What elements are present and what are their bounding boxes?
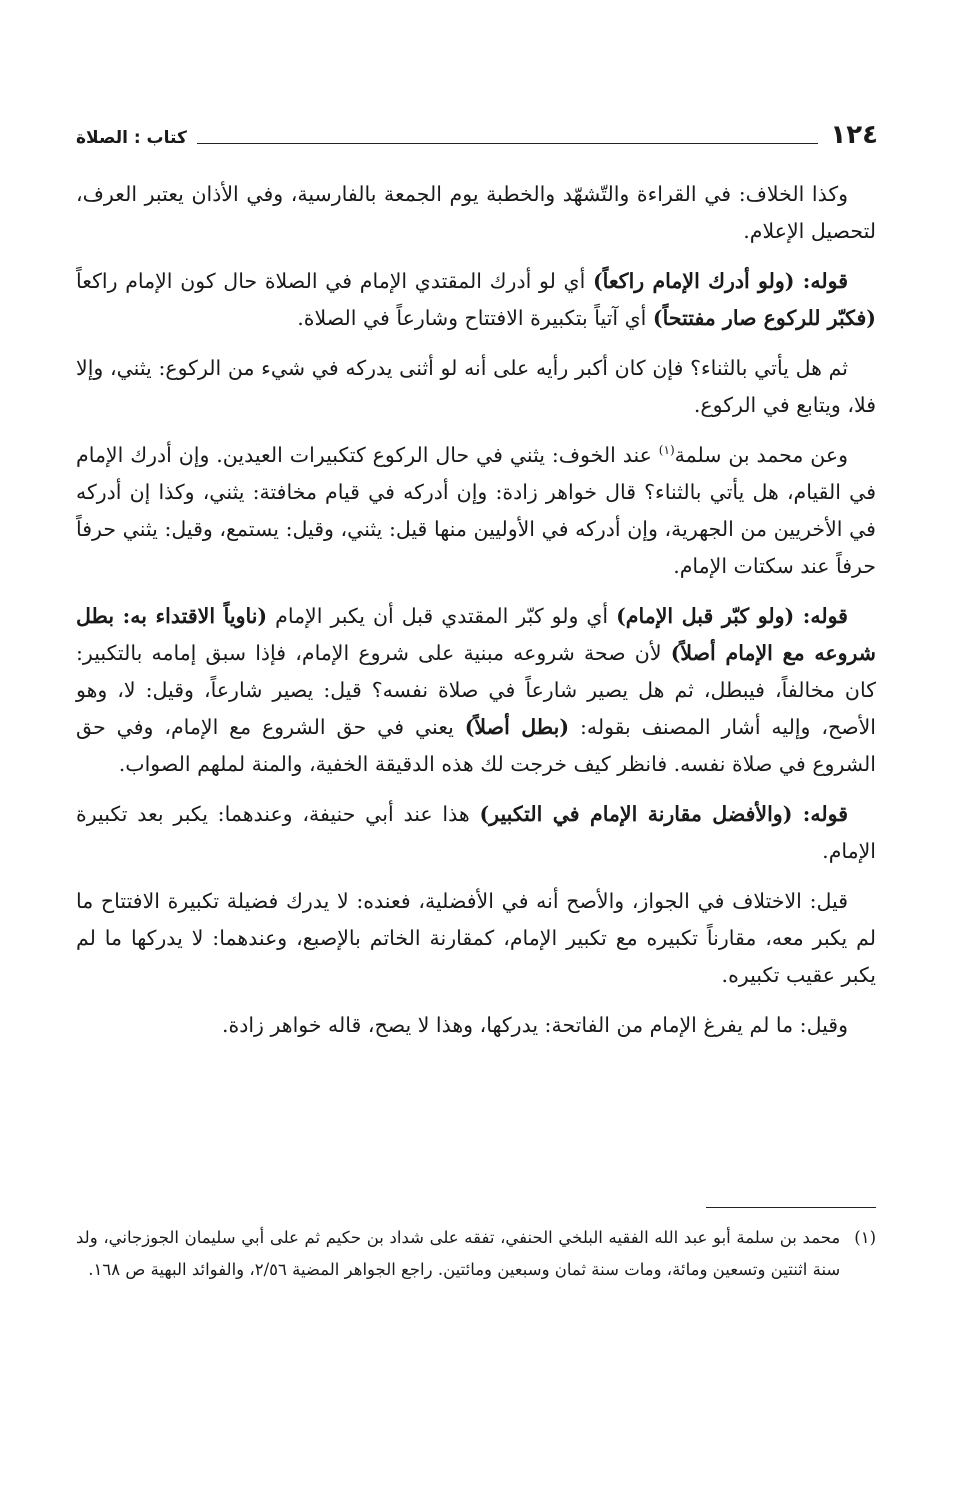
paragraph bbox=[76, 176, 876, 250]
quoted-matn: (بطل أصلاً) bbox=[464, 715, 570, 739]
paragraph bbox=[76, 263, 876, 337]
text-segment: أي آتياً بتكبيرة الافتتاح وشارعاً في الصلاة. bbox=[297, 306, 653, 330]
quoted-matn: (ناوياً الاقتداء به: بطل شروعه مع الإمام أصلاً) bbox=[76, 604, 876, 665]
text-segment: عند الخوف: يثني في حال الركوع كتكبيرات العيدين. وإن أدرك الإمام في القيام، هل يأتي بالثناء؟ قال خواهر زادة: وإن أدركه في قيام مخافتة: يثني، وكذا إن أدركه في الأخريين من الجهرية، وإن أدركه في الأوليين منها قيل: يثني، وقيل: يستمع، وقيل: يثني حرفاً حرفاً عند سكتات الإمام. bbox=[76, 443, 876, 578]
header-rule bbox=[197, 143, 819, 144]
footnote-marker: (١) bbox=[854, 1228, 876, 1247]
text-segment: ثم هل يأتي بالثناء؟ فإن كان أكبر رأيه على أنه لو أثنى يدركه في شيء من الركوع: يثني، وإلا فلا، ويتابع في الركوع. bbox=[76, 356, 876, 417]
text-segment: لأن صحة شروعه مبنية على شروع الإمام، فإذا سبق إمامه بالتكبير: كان مخالفاً، فيبطل، ثم هل يصير شارعاً في صلاة نفسه؟ قيل: يصير شارعاً، وقيل: لا، وهو الأصح، وإليه أشار المصنف بقوله: bbox=[76, 641, 876, 739]
footnote-text: محمد بن سلمة أبو عبد الله الفقيه البلخي الحنفي، تفقه على شداد بن حكيم ثم على أبي سليمان الجوزجاني، ولد سنة اثنتين وتسعين ومائة، ومات سنة ثمان وسبعين ومائتين. راجع الجواهر المضية ٢/٥٦، والفوائد البهية ص ١٦٨. bbox=[76, 1228, 841, 1279]
paragraph bbox=[76, 1007, 876, 1044]
paragraph bbox=[76, 796, 876, 870]
footnote-separator bbox=[706, 1207, 876, 1208]
text-segment: قيل: الاختلاف في الجواز، والأصح أنه في الأفضلية، فعنده: لا يدرك فضيلة تكبيرة الافتتاح ما لم يكبر معه، مقارناً تكبيره مع تكبير الإمام، كمقارنة الخاتم بالإصبع، وعندهما: لا يدركها ما لم يكبر عقيب تكبيره. bbox=[76, 889, 876, 987]
footnotes bbox=[76, 1222, 876, 1286]
quoted-matn: قوله: (ولو كبّر قبل الإمام) bbox=[616, 604, 848, 628]
text-segment: وقيل: ما لم يفرغ الإمام من الفاتحة: يدركها، وهذا لا يصح، قاله خواهر زادة. bbox=[221, 1013, 848, 1037]
paragraph bbox=[76, 350, 876, 424]
footnote-reference: (١) bbox=[658, 443, 675, 458]
page-header bbox=[76, 114, 878, 150]
text-segment: يعني في حق الشروع مع الإمام، وفي حق الشروع في صلاة نفسه. فانظر كيف خرجت لك هذه الدقيقة الخفية، والمنة لملهم الصواب. bbox=[76, 715, 876, 776]
paragraph bbox=[76, 598, 876, 783]
text-segment: أي ولو كبّر المقتدي قبل أن يكبر الإمام bbox=[267, 604, 617, 628]
quoted-matn: قوله: (ولو أدرك الإمام راكعاً) bbox=[592, 269, 849, 293]
quoted-matn: قوله: (والأفضل مقارنة الإمام في التكبير) bbox=[479, 802, 848, 826]
page-number: ١٢٤ bbox=[830, 120, 878, 150]
text-segment: هذا عند أبي حنيفة، وعندهما: يكبر بعد تكبيرة الإمام. bbox=[76, 802, 876, 863]
paragraph bbox=[76, 883, 876, 994]
text-segment: وكذا الخلاف: في القراءة والتّشهّد والخطبة يوم الجمعة بالفارسية، وفي الأذان يعتبر العرف، لتحصيل الإعلام. bbox=[76, 182, 876, 243]
quoted-matn: (فكبّر للركوع صار مفتتحاً) bbox=[652, 306, 876, 330]
footnote bbox=[76, 1222, 876, 1286]
paragraph bbox=[76, 437, 876, 585]
running-title: كتاب : الصلاة bbox=[76, 128, 187, 148]
text-segment: أي لو أدرك المقتدي الإمام في الصلاة حال كون الإمام راكعاً bbox=[76, 269, 593, 293]
main-text bbox=[76, 176, 876, 1057]
text-segment: وعن محمد بن سلمة bbox=[674, 443, 848, 467]
